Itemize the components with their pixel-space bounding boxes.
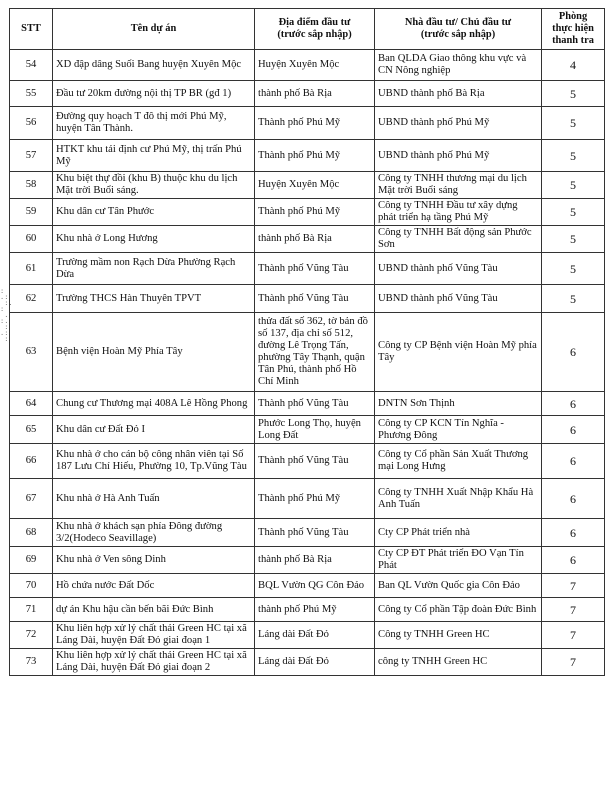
row-investor: Công ty CP KCN Tín Nghĩa - Phương Đông [375, 416, 542, 444]
row-stt: 57 [10, 140, 53, 172]
row-investor: Cty CP ĐT Phát triển ĐO Vạn Tín Phát [375, 547, 542, 574]
table-row [10, 416, 605, 444]
row-stt: 69 [10, 547, 53, 574]
table-row [10, 50, 605, 81]
row-stt: 67 [10, 479, 53, 519]
row-location: thửa đất số 362, tờ bản đồ số 137, địa chỉ số 512, đường Lê Trọng Tấn, phường Tây Thạnh, quận Tân Phú, thành phố Hồ Chí Minh [255, 313, 375, 392]
row-inspection-room: 6 [542, 392, 605, 416]
row-inspection-room: 5 [542, 107, 605, 140]
row-stt: 58 [10, 172, 53, 199]
row-project-name: Khu nhà ở Long Hương [53, 226, 255, 253]
row-investor: UBND thành phố Phú Mỹ [375, 140, 542, 172]
row-project-name: Trường mầm non Rạch Dừa Phường Rạch Dừa [53, 253, 255, 285]
row-stt: 62 [10, 285, 53, 313]
header-stt: STT [10, 9, 53, 50]
row-project-name: Trường THCS Hàn Thuyên TPVT [53, 285, 255, 313]
row-investor: Công ty TNHH Xuất Nhập Khẩu Hà Anh Tuấn [375, 479, 542, 519]
table-row [10, 649, 605, 676]
table-header-row [10, 9, 605, 50]
table-row [10, 81, 605, 107]
row-location: Thành phố Phú Mỹ [255, 199, 375, 226]
header-location: Địa điểm đầu tư (trước sắp nhập) [255, 9, 375, 50]
row-location: Thành phố Vũng Tàu [255, 285, 375, 313]
row-investor: UBND thành phố Bà Rịa [375, 81, 542, 107]
row-inspection-room: 6 [542, 547, 605, 574]
row-project-name: Khu biệt thự đồi (khu B) thuộc khu du lịch Mặt trời Buổi sáng. [53, 172, 255, 199]
row-location: Thành phố Vũng Tàu [255, 253, 375, 285]
table-row [10, 140, 605, 172]
row-investor: UBND thành phố Vũng Tàu [375, 285, 542, 313]
row-stt: 59 [10, 199, 53, 226]
row-location: Thành phố Vũng Tàu [255, 519, 375, 547]
row-inspection-room: 6 [542, 479, 605, 519]
table-row [10, 444, 605, 479]
row-inspection-room: 7 [542, 649, 605, 676]
scan-artifact: : .: :. : . :. : .: : [0, 287, 13, 343]
row-inspection-room: 6 [542, 519, 605, 547]
row-location: thành phố Bà Rịa [255, 547, 375, 574]
row-project-name: Bệnh viện Hoàn Mỹ Phía Tây [53, 313, 255, 392]
row-location: Thành phố Phú Mỹ [255, 479, 375, 519]
row-project-name: Khu nhà ở khách sạn phía Đông đường 3/2(Hodeco Seavillage) [53, 519, 255, 547]
table-row [10, 479, 605, 519]
row-project-name: Đầu tư 20km đường nội thị TP BR (gđ 1) [53, 81, 255, 107]
table-body [10, 50, 605, 676]
row-investor: Công ty Cổ phần Tập đoàn Đức Bình [375, 598, 542, 622]
row-inspection-room: 7 [542, 622, 605, 649]
row-investor: công ty TNHH Green HC [375, 649, 542, 676]
row-project-name: dự án Khu hậu cần bến bãi Đức Bình [53, 598, 255, 622]
row-inspection-room: 5 [542, 253, 605, 285]
row-inspection-room: 6 [542, 313, 605, 392]
row-project-name: Khu nhà ở Ven sông Dinh [53, 547, 255, 574]
header-inspection-room: Phòng thực hiện thanh tra [542, 9, 605, 50]
row-location: thành phố Bà Rịa [255, 226, 375, 253]
row-project-name: Khu dân cư Tân Phước [53, 199, 255, 226]
table-row [10, 313, 605, 392]
row-location: thành phố Phú Mỹ [255, 598, 375, 622]
header-investor: Nhà đầu tư/ Chủ đầu tư (trước sắp nhập) [375, 9, 542, 50]
row-investor: Ban QLDA Giao thông khu vực và CN Nông nghiệp [375, 50, 542, 81]
row-project-name: Khu liên hợp xử lý chất thải Green HC tại xã Láng Dài, huyện Đất Đỏ giai đoạn 2 [53, 649, 255, 676]
row-project-name: Khu dân cư Đất Đỏ I [53, 416, 255, 444]
row-location: Huyện Xuyên Mộc [255, 172, 375, 199]
row-investor: Cty CP Phát triển nhà [375, 519, 542, 547]
row-location: thành phố Bà Rịa [255, 81, 375, 107]
row-location: Phước Long Thọ, huyện Long Đất [255, 416, 375, 444]
row-project-name: Chung cư Thương mại 408A Lê Hồng Phong [53, 392, 255, 416]
row-location: Huyện Xuyên Mộc [255, 50, 375, 81]
row-project-name: Khu nhà ở cho cán bộ công nhân viên tại Số 187 Lưu Chí Hiếu, Phường 10, Tp.Vũng Tàu [53, 444, 255, 479]
row-stt: 64 [10, 392, 53, 416]
row-location: Thành phố Phú Mỹ [255, 107, 375, 140]
table-row [10, 519, 605, 547]
row-stt: 72 [10, 622, 53, 649]
row-inspection-room: 7 [542, 574, 605, 598]
row-inspection-room: 6 [542, 416, 605, 444]
row-project-name: HTKT khu tái định cư Phú Mỹ, thị trấn Phú Mỹ [53, 140, 255, 172]
row-project-name: Khu liên hợp xử lý chất thải Green HC tại xã Láng Dài, huyện Đất Đỏ giai đoạn 1 [53, 622, 255, 649]
row-inspection-room: 7 [542, 598, 605, 622]
row-investor: Công ty CP Bệnh viện Hoàn Mỹ phía Tây [375, 313, 542, 392]
row-stt: 65 [10, 416, 53, 444]
row-stt: 54 [10, 50, 53, 81]
table-row [10, 199, 605, 226]
row-stt: 63 [10, 313, 53, 392]
table-row [10, 172, 605, 199]
row-stt: 56 [10, 107, 53, 140]
row-project-name: Hồ chứa nước Đất Dốc [53, 574, 255, 598]
row-stt: 55 [10, 81, 53, 107]
row-inspection-room: 5 [542, 226, 605, 253]
row-project-name: XD đập dâng Suối Bang huyện Xuyên Mộc [53, 50, 255, 81]
row-inspection-room: 4 [542, 50, 605, 81]
table-row [10, 226, 605, 253]
row-investor: UBND thành phố Phú Mỹ [375, 107, 542, 140]
row-inspection-room: 5 [542, 81, 605, 107]
row-location: Láng dài Đất Đỏ [255, 649, 375, 676]
row-investor: Công ty Cổ phần Sản Xuất Thương mại Long Hưng [375, 444, 542, 479]
row-investor: Công ty TNHH Green HC [375, 622, 542, 649]
header-project-name: Tên dự án [53, 9, 255, 50]
table-row [10, 547, 605, 574]
row-inspection-room: 6 [542, 444, 605, 479]
table-row [10, 107, 605, 140]
row-investor: Công ty TNHH Bất động sản Phước Sơn [375, 226, 542, 253]
row-inspection-room: 5 [542, 285, 605, 313]
row-investor: DNTN Sơn Thịnh [375, 392, 542, 416]
row-inspection-room: 5 [542, 140, 605, 172]
row-location: Thành phố Vũng Tàu [255, 444, 375, 479]
row-location: BQL Vườn QG Côn Đảo [255, 574, 375, 598]
row-stt: 71 [10, 598, 53, 622]
table-row [10, 285, 605, 313]
row-investor: Công ty TNHH thương mại du lịch Mặt trời Buổi sáng [375, 172, 542, 199]
table-row [10, 392, 605, 416]
row-stt: 66 [10, 444, 53, 479]
table-row [10, 598, 605, 622]
row-stt: 60 [10, 226, 53, 253]
table-row [10, 622, 605, 649]
row-location: Thành phố Vũng Tàu [255, 392, 375, 416]
row-stt: 73 [10, 649, 53, 676]
row-investor: Công ty TNHH Đầu tư xây dựng phát triển hạ tầng Phú Mỹ [375, 199, 542, 226]
row-investor: UBND thành phố Vũng Tàu [375, 253, 542, 285]
row-stt: 70 [10, 574, 53, 598]
row-project-name: Đường quy hoạch T đô thị mới Phú Mỹ, huyện Tân Thành. [53, 107, 255, 140]
row-project-name: Khu nhà ở Hà Anh Tuấn [53, 479, 255, 519]
row-inspection-room: 5 [542, 199, 605, 226]
table-row [10, 574, 605, 598]
project-table [9, 8, 605, 676]
row-investor: Ban QL Vườn Quốc gia Côn Đảo [375, 574, 542, 598]
row-location: Láng dài Đất Đỏ [255, 622, 375, 649]
row-location: Thành phố Phú Mỹ [255, 140, 375, 172]
table-row [10, 253, 605, 285]
row-stt: 61 [10, 253, 53, 285]
row-inspection-room: 5 [542, 172, 605, 199]
row-stt: 68 [10, 519, 53, 547]
